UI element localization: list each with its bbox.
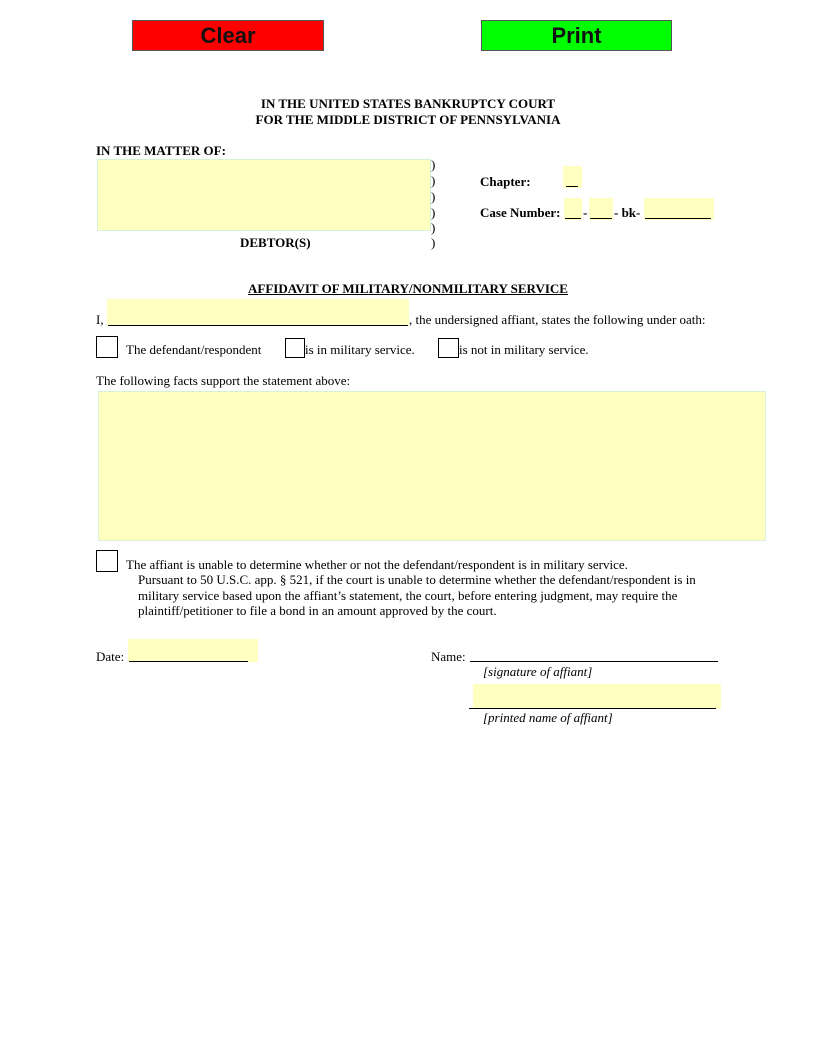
oath-suffix: , the undersigned affiant, states the following under oath: bbox=[409, 312, 706, 327]
matter-label: IN THE MATTER OF: bbox=[96, 143, 226, 158]
caption-paren: ) bbox=[431, 205, 436, 220]
caption-paren: ) bbox=[431, 189, 436, 204]
case-number-part-1-field[interactable] bbox=[564, 198, 582, 220]
chapter-label: Chapter: bbox=[480, 174, 531, 189]
affiant-name-underline bbox=[108, 325, 408, 326]
signature-caption: [signature of affiant] bbox=[483, 664, 593, 679]
date-underline bbox=[129, 661, 248, 662]
debtor-label: DEBTOR(S) bbox=[240, 235, 311, 250]
not-military-checkbox[interactable] bbox=[438, 338, 459, 358]
case-number-part-2-field[interactable] bbox=[589, 198, 613, 220]
chapter-underline bbox=[566, 186, 578, 187]
date-label: Date: bbox=[96, 649, 125, 664]
printed-name-caption: [printed name of affiant] bbox=[483, 710, 613, 725]
clear-button[interactable]: Clear bbox=[132, 20, 324, 51]
caption-paren: ) bbox=[431, 157, 436, 172]
facts-label: The following facts support the statement above: bbox=[96, 373, 351, 388]
printed-name-underline bbox=[469, 708, 716, 709]
caption-paren: ) bbox=[431, 235, 436, 250]
debtor-name-field[interactable] bbox=[97, 159, 431, 231]
date-field[interactable] bbox=[128, 639, 258, 662]
caption-paren: ) bbox=[431, 173, 436, 188]
case-number-part-3-field[interactable] bbox=[644, 198, 714, 220]
case-number-part-3-underline bbox=[645, 218, 711, 219]
print-button[interactable]: Print bbox=[481, 20, 672, 51]
in-military-label: is in military service. bbox=[305, 342, 415, 357]
name-label: Name: bbox=[431, 649, 466, 664]
oath-prefix: I, bbox=[96, 312, 104, 327]
affidavit-title: AFFIDAVIT OF MILITARY/NONMILITARY SERVICE bbox=[248, 281, 568, 296]
unable-checkbox[interactable] bbox=[96, 550, 118, 572]
case-number-label: Case Number: bbox=[480, 205, 561, 220]
affiant-name-field[interactable] bbox=[107, 299, 409, 326]
case-number-part-2-underline bbox=[590, 218, 612, 219]
chapter-field[interactable] bbox=[563, 166, 582, 188]
unable-note-line-1: Pursuant to 50 U.S.C. app. § 521, if the court is unable to determine whether the defendant/respondent is in bbox=[138, 572, 696, 587]
signature-line bbox=[470, 661, 718, 662]
not-military-label: is not in military service. bbox=[459, 342, 589, 357]
defendant-label: The defendant/respondent bbox=[126, 342, 262, 357]
in-military-checkbox[interactable] bbox=[285, 338, 305, 358]
facts-text-area[interactable] bbox=[98, 391, 766, 541]
case-number-part-1-underline bbox=[565, 218, 581, 219]
case-number-dash: - bbox=[583, 205, 588, 220]
defendant-checkbox[interactable] bbox=[96, 336, 118, 358]
caption-paren: ) bbox=[431, 220, 436, 235]
unable-note-line-2: military service based upon the affiant’s statement, the court, before entering judgment, may require the bbox=[138, 588, 678, 603]
unable-label: The affiant is unable to determine whether or not the defendant/respondent is in military service. bbox=[126, 557, 628, 572]
bk-label: - bk- bbox=[614, 205, 641, 220]
unable-note-line-3: plaintiff/petitioner to file a bond in an amount approved by the court. bbox=[138, 603, 497, 618]
printed-name-field[interactable] bbox=[473, 684, 721, 709]
court-line-1: IN THE UNITED STATES BANKRUPTCY COURT bbox=[260, 96, 556, 111]
court-line-2: FOR THE MIDDLE DISTRICT OF PENNSYLVANIA bbox=[255, 112, 561, 127]
